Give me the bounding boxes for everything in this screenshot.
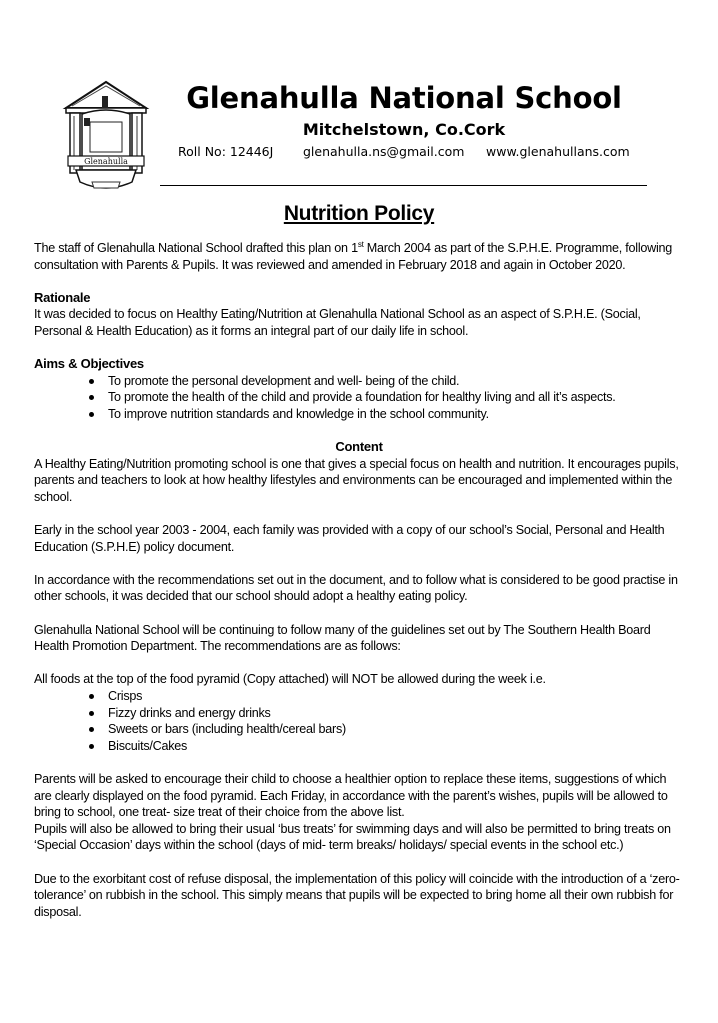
list-item-text: Crisps (108, 689, 143, 704)
bullet-icon (89, 711, 94, 716)
header-divider (160, 185, 647, 186)
document-body (34, 240, 684, 920)
email-address: glenahulla.ns@gmail.com (303, 144, 465, 159)
rubbish-paragraph: Due to the exorbitant cost of refuse disposal, the implementation of this policy will coincide with the introduction of a ‘zero-tolerance’ on rubbish in the school. This simply means that pupils will be expected to bring home all their own rubbish for disposal. (34, 871, 680, 919)
school-crest-icon (62, 78, 150, 194)
list-item-text: To improve nutrition standards and knowledge in the school community. (108, 406, 489, 421)
list-item-text: Sweets or bars (including health/cereal bars) (108, 722, 346, 737)
content-heading: Content (335, 439, 383, 455)
intro-text-end: March 2004 as part of the S.P.H.E. Programme, following consultation with Parents & Pupils. It was reviewed and amended in February 2018 and again in October 2020. (34, 241, 673, 272)
list-item (34, 738, 684, 755)
list-item (34, 406, 684, 423)
content-paragraph: Early in the school year 2003 - 2004, each family was provided with a copy of our school’s Social, Personal and Health Education (S.P.H.E) policy document. (34, 523, 665, 554)
content-paragraph: In accordance with the recommendations set out in the document, and to follow what is considered to be good practise in other schools, it was decided that our school should adopt a healthy eating policy. (34, 572, 678, 604)
bullet-icon (89, 412, 94, 417)
content-paragraph: A Healthy Eating/Nutrition promoting school is one that gives a special focus on health and nutrition. It encourages pupils, parents and teachers to look at how healthy lifestyles and environments can be encouraged and implemented within the school. (34, 456, 679, 504)
bullet-icon (89, 727, 94, 732)
bullet-icon (89, 694, 94, 699)
rationale-heading: Rationale (34, 289, 91, 305)
list-item-text: Biscuits/Cakes (108, 738, 188, 753)
svg-text:Glenahulla: Glenahulla (84, 157, 128, 166)
list-item (34, 389, 684, 406)
rationale-paragraph: It was decided to focus on Healthy Eating/Nutrition at Glenahulla National School as an aspect of S.P.H.E. (Social, Personal & Health Education) as it forms an integral part of our daily life in school. (34, 307, 641, 338)
school-location: Mitchelstown, Co.Cork (302, 120, 506, 139)
list-item (34, 705, 684, 722)
bullet-icon (89, 744, 94, 749)
list-item-text: To promote the personal development and well- being of the child. (108, 373, 460, 388)
list-item (34, 721, 684, 738)
aims-heading: Aims & Objectives (34, 356, 144, 372)
intro-paragraph (34, 240, 684, 273)
ordinal-suffix: st (357, 239, 364, 249)
school-name: Glenahulla National School (186, 81, 622, 115)
letterhead (0, 0, 718, 200)
aims-list (34, 373, 684, 423)
list-item-text: To promote the health of the child and provide a foundation for healthy living and all it’s aspects. (108, 390, 616, 405)
content-paragraph: Glenahulla National School will be continuing to follow many of the guidelines set out by The Southern Health Board Health Promotion Department. The recommendations are as follows: (34, 622, 651, 654)
list-item (34, 373, 684, 390)
document-title: Nutrition Policy (283, 202, 435, 225)
list-item-text: Fizzy drinks and energy drinks (108, 705, 271, 720)
roll-number: Roll No: 12446J (178, 144, 274, 159)
bus-treats-paragraph: Pupils will also be allowed to bring their usual ‘bus treats’ for swimming days and will also be permitted to bring treats on ‘Special Occasion’ days within the school (days of mid- term breaks/ holidays/ special events in the school etc.) (34, 821, 671, 853)
list-item (34, 688, 684, 705)
not-allowed-list (34, 688, 684, 754)
contact-line (178, 144, 638, 160)
intro-text-start: The staff of Glenahulla National School drafted this plan on 1 (34, 241, 358, 255)
treats-paragraph: Parents will be asked to encourage their child to choose a healthier option to replace these items, suggestions of which are clearly displayed on the food pyramid. Each Friday, in accordance with the parent’s wishes, pupils will be allowed to bring to school, one treat- size treat of their choice from the above list. (34, 772, 668, 820)
bullet-icon (89, 395, 94, 400)
website-address: www.glenahullans.com (486, 144, 630, 159)
content-paragraph: All foods at the top of the food pyramid (Copy attached) will NOT be allowed during the week i.e. (34, 672, 546, 687)
bullet-icon (89, 379, 94, 384)
